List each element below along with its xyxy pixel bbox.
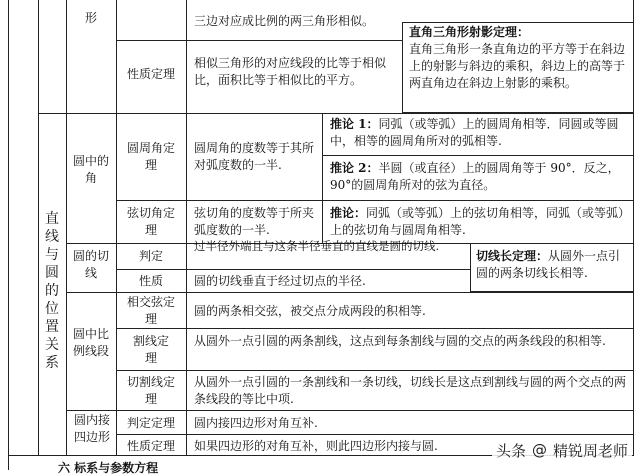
main-vertical-label: 直 线 与 圆 的 位 置 关 系 [45,211,59,371]
sheying-title: 直角三角形射影定理： [409,25,530,39]
qiexian-panding-label: 判定 [138,249,163,263]
yuanzhoujiao-label: 圆周角定理 [126,141,175,172]
table-border [116,269,470,270]
watermark-account: 精锐周老师 [552,441,628,460]
tuilun2-label: 推论 2： [330,161,379,175]
neijie-label: 圆内接四边形 [73,413,110,444]
sanbian-text: 三边对应成比例的两三角形相似。 [194,14,375,28]
table-border [66,292,634,293]
table-border [66,0,67,455]
table-border [116,113,117,243]
qiexian-xingzhi-label: 性质 [138,274,163,288]
neijie-panding-text: 圆内接四边形对角互补. [194,416,318,430]
xiangjiaoxian-text: 圆的两条相交弦，被交点分成两段的积相等. [194,304,426,318]
tuilun3 [330,205,628,239]
table-border [186,292,187,455]
qiegexian-label: 切割线定理 [127,375,176,406]
tuilun1-text: 同弧（或等弧）上的圆周角相等．同圆或等圆中，相等的圆周角所对的弧相等. [330,117,619,148]
table-border [116,370,634,371]
yuanzhoujiao-text: 圆周角的度数等于其所对弧度数的一半. [194,141,315,172]
table-border [116,200,634,201]
xing-char: 形 [84,11,97,25]
table-border [38,113,634,114]
qiexian-label: 圆的切线 [72,249,109,280]
table-left-border [8,0,9,470]
next-section-heading-cut: 六 标系与参数方程 [58,461,159,475]
table-border [186,0,187,113]
table-border [322,155,634,156]
xiangjiaoxian-label: 相交弦定理 [126,295,175,326]
watermark [492,438,632,462]
gexian-label: 割线定理 [132,334,169,365]
tuilun1 [330,116,628,150]
sheying-content [409,24,631,92]
watermark-at: @ [531,441,547,459]
table-border [186,243,187,292]
xingzhi-text: 相似三角形的对应线段的比等于相似比，面积比等于相似比的平方。 [194,56,387,87]
table-border [116,328,634,329]
xianqiejiao-text: 弦切角的度数等于所夹弧度数的一半. [194,206,315,237]
qiexianchang-content [476,248,630,282]
tuilun3-label: 推论： [330,206,367,220]
neijie-xingzhi-label: 性质定理 [126,439,175,453]
watermark-brand: 头条 [495,441,526,460]
tuilun2 [330,160,628,194]
bilixianduan-label: 圆中比例线段 [72,327,109,358]
table-border [116,434,634,435]
qiexian-panding-text: 过半径外端且与这条半径垂直的直线是圆的切线. [194,239,440,253]
yuanzhongjiao-label: 圆中的角 [72,154,109,185]
qiexianchang-text: 从圆外一点引圆的两条切线长相等. [476,249,621,280]
xianqiejiao-label: 弦切角定理 [126,206,175,237]
table-border [116,40,402,41]
gexian-text: 从圆外一点引圆的两条割线，这点到每条割线与圆的交点的两条线段的积相等. [194,334,606,348]
table-border [66,410,634,411]
tuilun1-label: 推论 1： [330,117,379,131]
xingzhi-label: 性质定理 [126,67,175,81]
sheying-text: 直角三角形一条直角边的平方等于在斜边上的射影与斜边的乘积，斜边上的高等于两直角边在斜边上射影的乘积。 [409,42,626,90]
table-border [38,0,39,455]
neijie-xingzhi-text: 如果四边形的对角互补，则此四边形内接与圆. [194,439,438,453]
table-border [116,0,117,113]
table-border [186,113,187,243]
table-border [322,113,323,243]
qiegexian-text: 从圆外一点引圆的一条割线和一条切线，切线长是这点到割线与圆的两个交点的两条线段的等比中项. [194,375,627,406]
tuilun2-text: 半圆（或直径）上的圆周角等于 90°．反之，90°的圆周角所对的弦为直径。 [330,161,620,192]
neijie-panding-label: 判定定理 [126,416,175,430]
qiexianchang-title: 切线长定理： [476,249,549,263]
tuilun3-text: 同弧（或等弧）上的弦切角相等，同弧（或等弧）上的弦切角与圆周角相等. [330,206,625,237]
qiexian-xingzhi-text: 圆的切线垂直于经过切点的半径. [194,274,366,288]
